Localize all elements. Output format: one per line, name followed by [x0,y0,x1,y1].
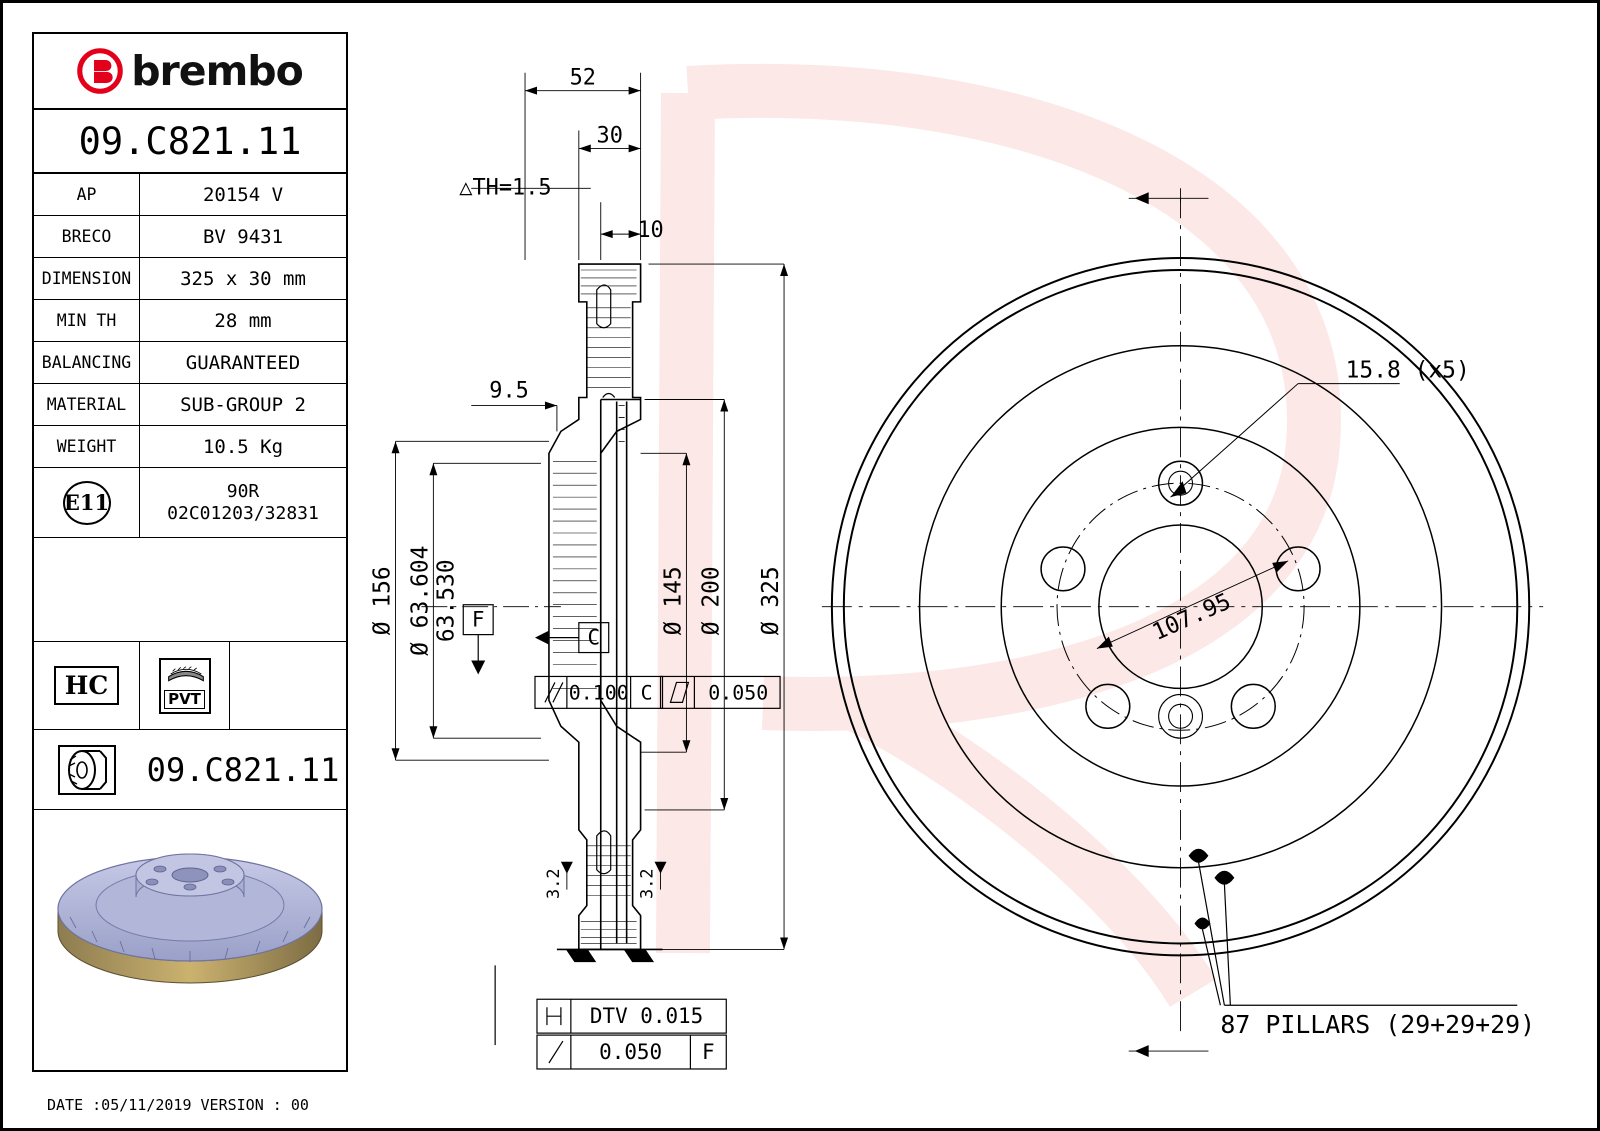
dia-63-530: 63.530 [433,559,460,643]
disc-code-row [34,730,346,810]
dtv-callout: DTV 0.015 [589,1004,704,1029]
spec-key: BRECO [34,216,140,257]
spec-row [34,342,346,384]
spec-key: WEIGHT [34,426,140,467]
homologation-row [34,468,346,538]
hole-dim-callout: 15.8 (x5) [1345,357,1470,384]
brand-name: brembo [131,47,303,95]
pillars-callout: 87 PILLARS (29+29+29) [1220,1010,1536,1040]
homologation-line2: 02C01203/32831 [167,502,319,524]
tol-parallel: 0.100 [568,681,629,705]
spec-value: 10.5 Kg [202,435,284,458]
dia-156: Ø 156 [369,566,396,636]
pvt-badge [159,658,211,714]
product-photo [34,810,346,1024]
runout-datum: F [702,1040,715,1065]
brake-disc-icon [56,742,118,798]
e11-badge: E11 [63,481,111,525]
spec-value: 325 x 30 mm [180,267,306,290]
spec-row [34,174,346,216]
spec-key: BALANCING [34,342,140,383]
blank-row [34,538,346,642]
spec-key: AP [34,174,140,215]
brembo-roundel-icon [77,48,123,94]
footer-text: DATE :05/11/2019 VERSION : 00 [47,1096,309,1114]
spec-row [34,426,346,468]
hc-badge: HC [54,666,120,705]
spec-key: MIN TH [34,300,140,341]
brand-logo [34,34,346,110]
chamfer-left: 3.2 [542,868,563,899]
tol-parallel-datum: C [640,681,653,705]
chamfer-right: 3.2 [636,868,657,899]
dia-200: Ø 200 [698,566,725,636]
spec-row [34,258,346,300]
dim-th: △TH=1.5 [459,175,552,201]
brake-pad-icon [166,664,206,684]
dim-10: 10 [637,218,664,244]
tol-flat: 0.050 [708,681,769,705]
spec-value: SUB-GROUP 2 [180,393,306,416]
spec-value: BV 9431 [202,225,284,248]
part-info-panel [32,32,348,1072]
dia-145: Ø 145 [660,566,687,636]
spec-value: 20154 V [202,183,284,206]
dim-30: 30 [596,123,623,149]
spec-row [34,216,346,258]
pvt-label: PVT [164,690,205,709]
datum-c: C [587,625,601,650]
part-code-repeat: 09.C821.11 [146,750,340,789]
dim-52: 52 [569,65,597,91]
datum-f: F [471,607,485,632]
runout-callout: 0.050 [599,1040,663,1065]
spec-value: 28 mm [214,309,272,332]
pcd-callout: 107.95 [1148,588,1235,646]
spec-value: GUARANTEED [185,351,301,374]
dia-63-604: Ø 63.604 [407,545,434,656]
spec-row [34,300,346,342]
spec-key: MATERIAL [34,384,140,425]
marks-row [34,642,346,730]
dia-325: Ø 325 [758,566,785,636]
dim-9-5: 9.5 [489,378,529,404]
part-code: 09.C821.11 [34,110,346,174]
spec-row [34,384,346,426]
spec-key: DIMENSION [34,258,140,299]
homologation-line1: 90R [226,480,260,502]
ventilated-brake-disc-photo [40,817,340,1017]
